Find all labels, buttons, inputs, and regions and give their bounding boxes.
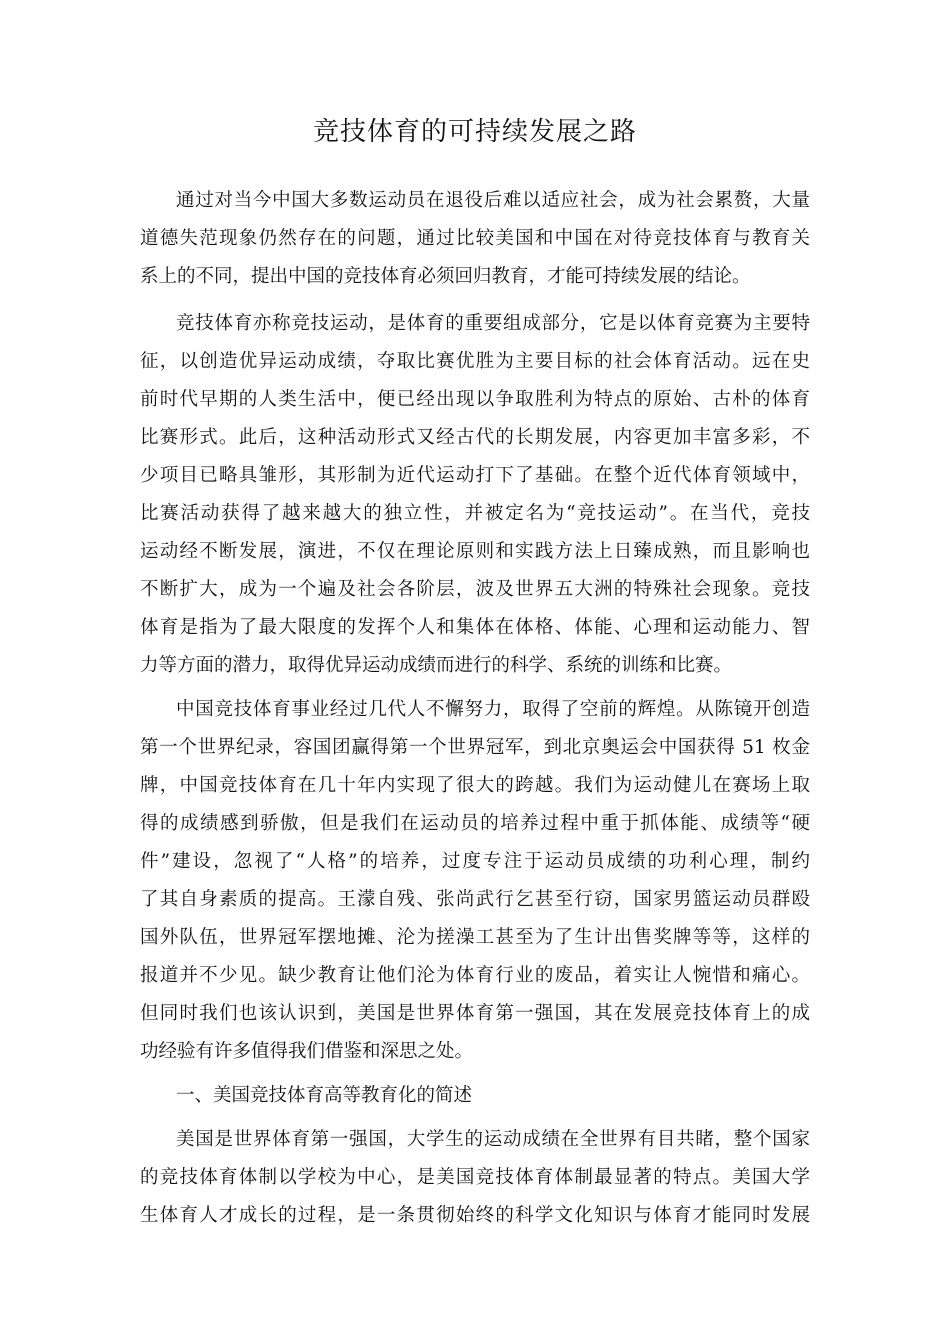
paragraph-line: 得的成绩感到骄傲，但是我们在运动员的培养过程中重于抓体能、成绩等“硬 bbox=[140, 813, 810, 834]
paragraph-line: 牌，中国竞技体育在几十年内实现了很大的跨越。我们为运动健儿在赛场上取 bbox=[140, 775, 810, 796]
paragraph-line: 通过对当今中国大多数运动员在退役后难以适应社会，成为社会累赘，大量 bbox=[176, 190, 810, 211]
paragraph-line: 了其自身素质的提高。王濛自残、张尚武行乞甚至行窃，国家男篮运动员群殴 bbox=[140, 889, 810, 910]
paragraph-line: 比赛形式。此后，这种活动形式又经古代的长期发展，内容更加丰富多彩，不 bbox=[140, 427, 810, 448]
paragraph-line: 体育是指为了最大限度的发挥个人和集体在体格、体能、心理和运动能力、智 bbox=[140, 617, 810, 638]
document-title: 竞技体育的可持续发展之路 bbox=[312, 117, 637, 147]
paragraph-line: 美国是世界体育第一强国，大学生的运动成绩在全世界有目共睹，整个国家 bbox=[176, 1129, 810, 1150]
paragraph-line: 报道并不少见。缺少教育让他们沦为体育行业的废品，着实让人惋惜和痛心。 bbox=[140, 965, 810, 986]
paragraph-line: 中国竞技体育事业经过几代人不懈努力，取得了空前的辉煌。从陈镜开创造 bbox=[176, 699, 810, 720]
paragraph-line: 的竞技体育体制以学校为中心，是美国竞技体育体制最显著的特点。美国大学 bbox=[140, 1167, 810, 1188]
paragraph-line: 力等方面的潜力，取得优异运动成绩而进行的科学、系统的训练和比赛。 bbox=[140, 655, 733, 676]
paragraph-line: 比赛活动获得了越来越大的独立性，并被定名为“竞技运动”。在当代，竞技 bbox=[140, 503, 810, 524]
paragraph-line: 系上的不同，提出中国的竞技体育必须回归教育，才能可持续发展的结论。 bbox=[140, 266, 751, 287]
paragraph-line: 件”建设，忽视了“人格”的培养，过度专注于运动员成绩的功利心理，制约 bbox=[140, 851, 810, 872]
paragraph-line: 道德失范现象仍然存在的问题，通过比较美国和中国在对待竞技体育与教育关 bbox=[140, 228, 810, 249]
paragraph-line: 功经验有许多值得我们借鉴和深思之处。 bbox=[140, 1041, 474, 1062]
paragraph-line: 征，以创造优异运动成绩，夺取比赛优胜为主要目标的社会体育活动。远在史 bbox=[140, 351, 810, 372]
paragraph-line: 少项目已略具雏形，其形制为近代运动打下了基础。在整个近代体育领域中， bbox=[140, 465, 810, 486]
paragraph-line: 国外队伍，世界冠军摆地摊、沦为搓澡工甚至为了生计出售奖牌等等，这样的 bbox=[140, 927, 810, 948]
paragraph-line: 竞技体育亦称竞技运动，是体育的重要组成部分，它是以体育竞赛为主要特 bbox=[176, 313, 810, 334]
paragraph-line: 不断扩大，成为一个遍及社会各阶层，波及世界五大洲的特殊社会现象。竞技 bbox=[140, 579, 810, 600]
paragraph-line: 生体育人才成长的过程，是一条贯彻始终的科学文化知识与体育才能同时发展 bbox=[140, 1205, 810, 1226]
section-heading: 一、美国竞技体育高等教育化的简述 bbox=[176, 1085, 473, 1106]
paragraph-line: 前时代早期的人类生活中，便已经出现以争取胜利为特点的原始、古朴的体育 bbox=[140, 389, 810, 410]
paragraph-line: 运动经不断发展，演进，不仅在理论原则和实践方法上日臻成熟，而且影响也 bbox=[140, 541, 810, 562]
paragraph-line: 第一个世界纪录，容国团赢得第一个世界冠军，到北京奥运会中国获得 51 枚金 bbox=[140, 737, 810, 758]
paragraph-line: 但同时我们也该认识到，美国是世界体育第一强国，其在发展竞技体育上的成 bbox=[140, 1003, 810, 1024]
